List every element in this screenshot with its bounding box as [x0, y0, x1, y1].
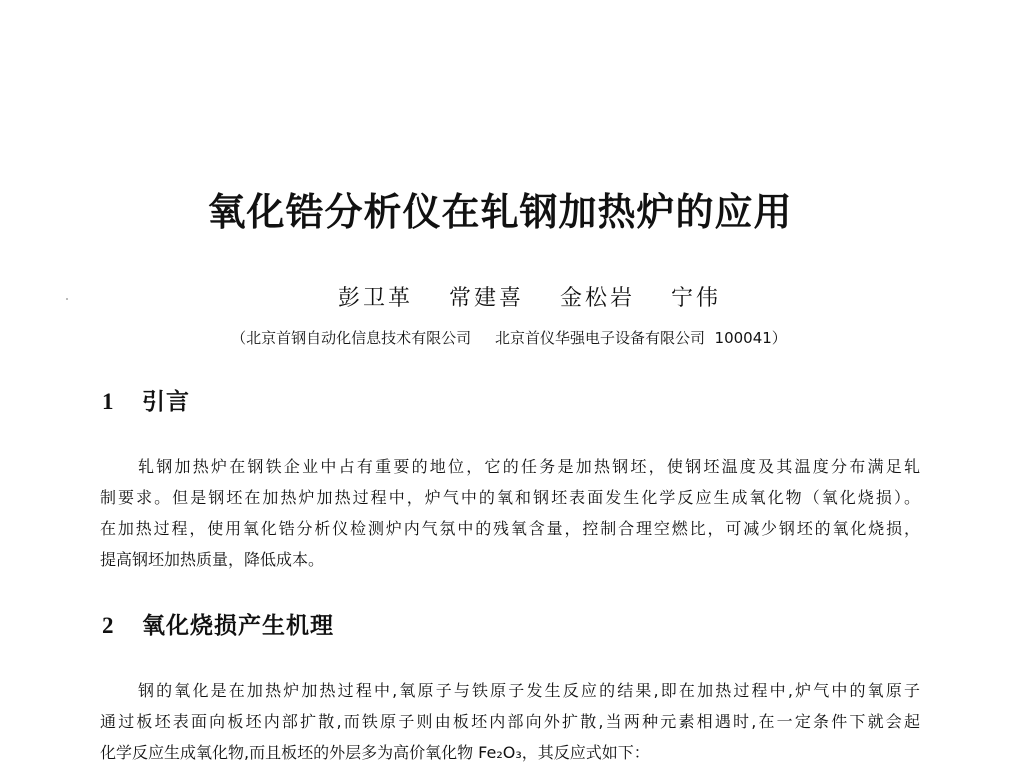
author-name: 金松岩: [560, 286, 636, 311]
paragraph-line: 化学反应生成氧化物,而且板坯的外层多为高价氧化物 Fe₂O₃，其反应式如下：: [100, 743, 650, 762]
section-title: 氧化烧损产生机理: [142, 613, 334, 639]
author-name: 常建喜: [449, 286, 525, 311]
section-paragraph-introduction: [100, 451, 920, 575]
author-name: 宁伟: [671, 286, 722, 311]
paragraph-line: 通过板坯表面向板坯内部扩散,而铁原子则由板坯内部向外扩散,当两种元素相遇时,在一定条件下就会起: [100, 712, 920, 731]
paragraph-line: 在加热过程，使用氧化锆分析仪检测炉内气氛中的残氧含量，控制合理空燃比，可减少钢坯的氧化烧损，: [100, 519, 920, 538]
section-paragraph-mechanism: [100, 675, 920, 768]
section-heading-introduction: [102, 386, 190, 418]
paragraph-line: 提高钢坯加热质量，降低成本。: [100, 550, 325, 569]
author-name: 彭卫革: [338, 286, 414, 311]
paragraph-line: 轧钢加热炉在钢铁企业中占有重要的地位，它的任务是加热钢坯，使钢坯温度及其温度分布满足轧: [138, 457, 920, 476]
author-list: [338, 284, 721, 314]
paragraph-line: 制要求。但是钢坯在加热炉加热过程中，炉气中的氧和钢坯表面发生化学反应生成氧化物（氧化烧损）。: [100, 488, 920, 507]
scan-speck: [66, 298, 68, 300]
affiliation-line: （北京首钢自动化信息技术有限公司 北京首仪华强电子设备有限公司 100041）: [231, 329, 787, 347]
section-heading-mechanism: [102, 610, 334, 642]
paper-title: 氧化锆分析仪在轧钢加热炉的应用: [207, 190, 793, 234]
paragraph-line: 钢的氧化是在加热炉加热过程中,氧原子与铁原子发生反应的结果,即在加热过程中,炉气中的氧原子: [138, 681, 920, 700]
section-number: 2: [102, 613, 114, 638]
section-title: 引言: [142, 389, 190, 415]
section-number: 1: [102, 389, 114, 414]
